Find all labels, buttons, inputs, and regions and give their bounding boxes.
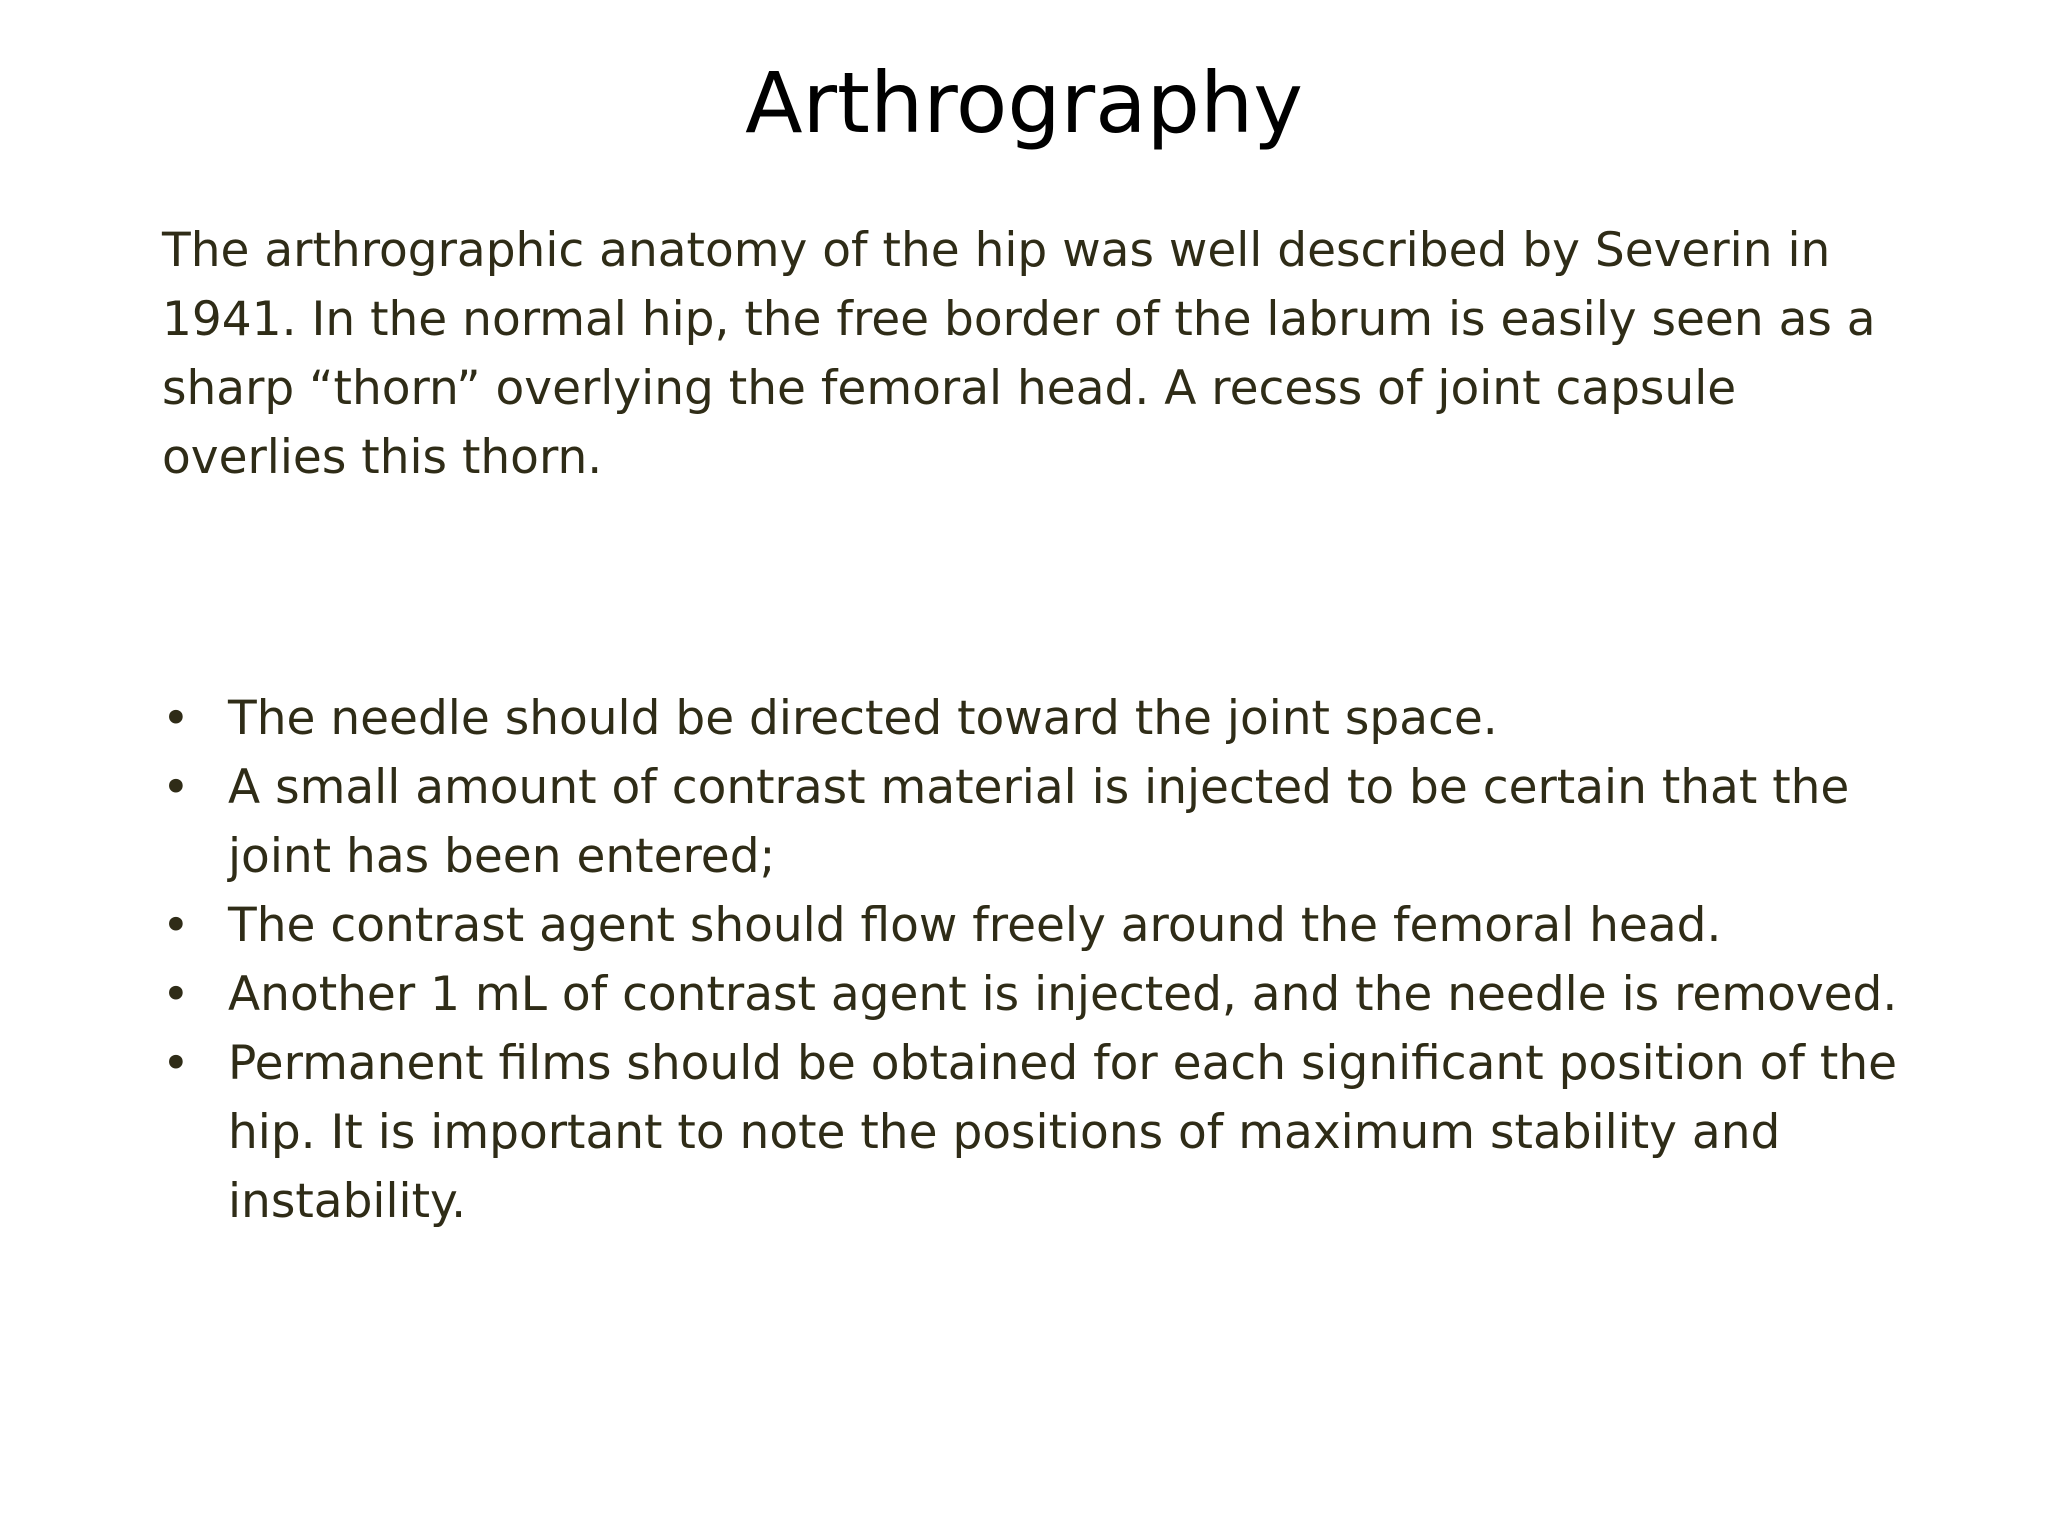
bullet-item (162, 891, 1922, 960)
bullet-text: Permanent films should be obtained for each significant position of the hip. It is important to note the positions of maximum stability and instability. (228, 1036, 1898, 1229)
bullet-marker: • (162, 967, 190, 1022)
bullet-text: Another 1 mL of contrast agent is injected, and the needle is removed. (228, 967, 1898, 1022)
bullet-text: The contrast agent should flow freely around the femoral head. (228, 898, 1722, 953)
bullet-marker: • (162, 1036, 190, 1091)
intro-paragraph: The arthrographic anatomy of the hip was well described by Severin in 1941. In the normal hip, the free border of the labrum is easily seen as a sharp “thorn” overlying the femoral head. A recess of joint capsule overlies this thorn. (162, 223, 1876, 485)
bullet-item (162, 960, 1922, 1029)
bullet-marker: • (162, 898, 190, 953)
bullet-item (162, 1029, 1922, 1236)
bullet-item (162, 753, 1922, 891)
bullet-text: The needle should be directed toward the joint space. (228, 691, 1498, 746)
bullet-marker: • (162, 760, 190, 815)
slide-title: Arthrography (745, 54, 1303, 152)
bullet-list (162, 684, 1922, 1236)
bullet-marker: • (162, 691, 190, 746)
bullet-text: A small amount of contrast material is injected to be certain that the joint has been entered; (228, 760, 1850, 884)
bullet-item (162, 684, 1922, 753)
